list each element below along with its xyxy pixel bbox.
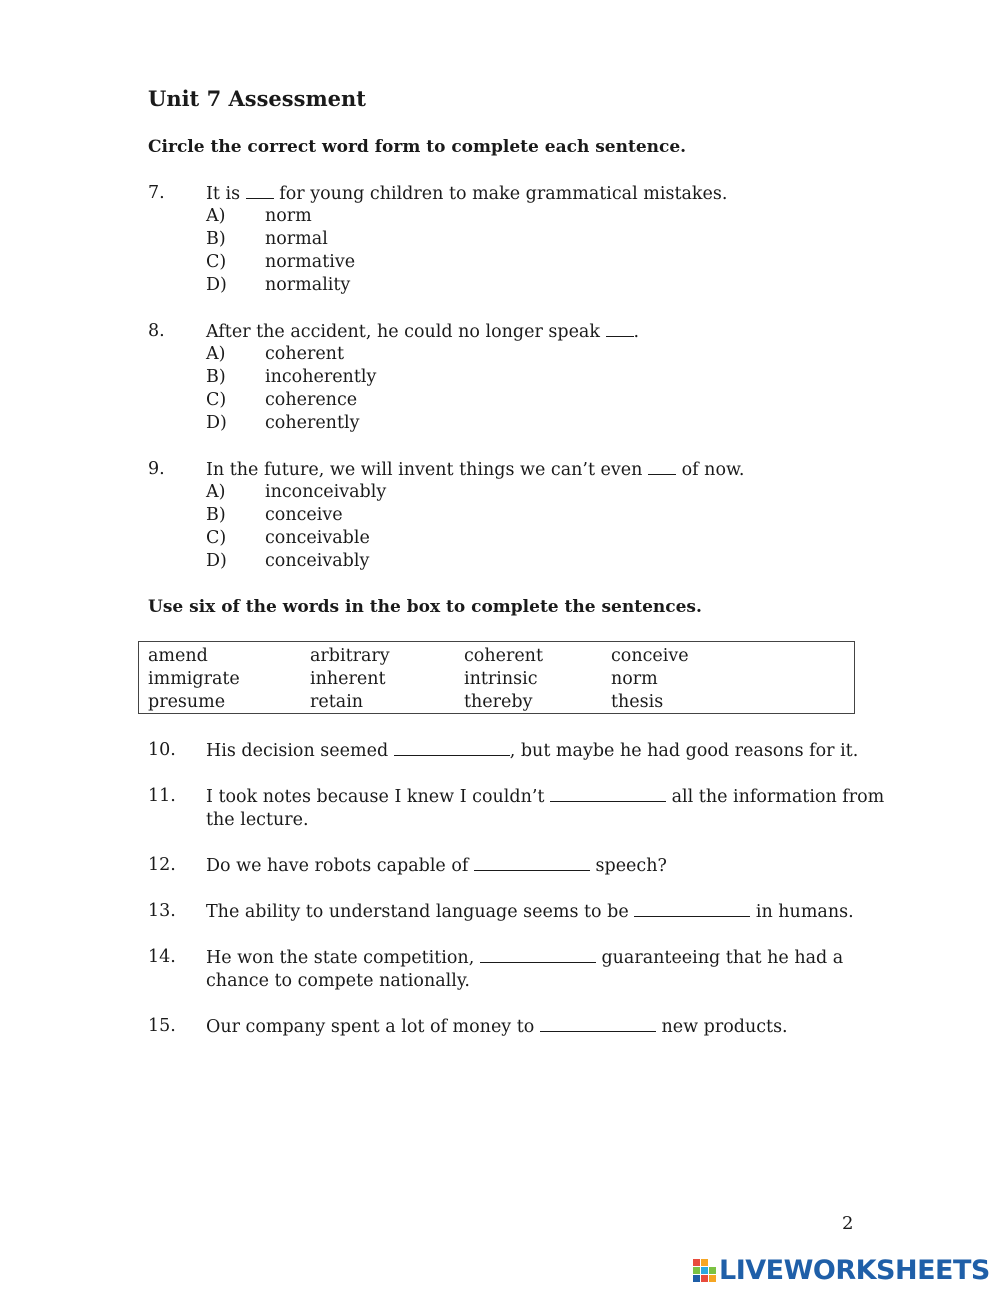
option-word: normal <box>265 229 328 249</box>
stem-after: of now. <box>681 460 745 480</box>
word-box-item: immigrate <box>148 669 240 689</box>
sentence-after: guaranteeing that he had a chance to compete nationally. <box>206 948 844 991</box>
question-number: 7. <box>148 183 165 203</box>
sentence-number: 15. <box>148 1016 176 1036</box>
sentence-number: 14. <box>148 947 176 967</box>
sentence-text <box>206 900 896 924</box>
sentence-number: 12. <box>148 855 176 875</box>
option-letter: A) <box>206 482 226 502</box>
sentence-after: , but maybe he had good reasons for it. <box>509 741 859 761</box>
answer-blank <box>246 182 274 199</box>
sentence-before: Our company spent a lot of money to <box>206 1017 535 1037</box>
word-box-item: conceive <box>611 646 689 666</box>
page-title: Unit 7 Assessment <box>148 86 366 111</box>
word-box-item: presume <box>148 692 226 712</box>
word-box-item: norm <box>611 669 658 689</box>
logo-grid-icon <box>693 1259 715 1281</box>
word-box <box>138 641 855 714</box>
question-number: 8. <box>148 321 165 341</box>
question-stem <box>206 182 727 206</box>
stem-before: After the accident, he could no longer speak <box>206 322 600 342</box>
question-stem <box>206 320 639 344</box>
option-word: coherently <box>265 413 360 433</box>
answer-blank[interactable] <box>480 946 596 963</box>
option-word: conceivable <box>265 528 370 548</box>
sentence-text <box>206 946 896 993</box>
sentence-after: new products. <box>661 1017 788 1037</box>
option-word: norm <box>265 206 312 226</box>
word-box-item: retain <box>310 692 364 712</box>
option-word: inconceivably <box>265 482 387 502</box>
word-box-item: inherent <box>310 669 386 689</box>
sentence-after: all the information from the lecture. <box>206 787 885 830</box>
question-number: 9. <box>148 459 165 479</box>
stem-after: . <box>633 322 640 342</box>
section1-instruction: Circle the correct word form to complete each sentence. <box>148 137 687 157</box>
option-letter: A) <box>206 206 226 226</box>
sentence-number: 10. <box>148 740 176 760</box>
option-letter: A) <box>206 344 226 364</box>
sentence-before: I took notes because I knew I couldn’t <box>206 787 545 807</box>
option-letter: C) <box>206 390 227 410</box>
option-word: incoherently <box>265 367 377 387</box>
page-number: 2 <box>842 1213 854 1234</box>
sentence-text <box>206 739 896 763</box>
option-letter: C) <box>206 252 227 272</box>
answer-blank[interactable] <box>550 785 666 802</box>
option-word: normative <box>265 252 356 272</box>
sentence-before: Do we have robots capable of <box>206 856 469 876</box>
section2-instruction: Use six of the words in the box to complete the sentences. <box>148 597 702 617</box>
sentence-before: His decision seemed <box>206 741 389 761</box>
stem-before: In the future, we will invent things we can’t even <box>206 460 643 480</box>
option-word: normality <box>265 275 351 295</box>
option-letter: B) <box>206 505 226 525</box>
option-letter: B) <box>206 229 226 249</box>
option-letter: D) <box>206 413 227 433</box>
option-letter: C) <box>206 528 227 548</box>
sentence-before: The ability to understand language seems to be <box>206 902 629 922</box>
option-letter: D) <box>206 275 227 295</box>
sentence-number: 11. <box>148 786 176 806</box>
word-box-item: arbitrary <box>310 646 390 666</box>
option-letter: D) <box>206 551 227 571</box>
sentence-after: speech? <box>595 856 667 876</box>
option-word: conceivably <box>265 551 370 571</box>
answer-blank[interactable] <box>394 739 510 756</box>
answer-blank <box>648 458 676 475</box>
word-box-item: amend <box>148 646 208 666</box>
logo-text: LIVEWORKSHEETS <box>719 1254 990 1286</box>
answer-blank[interactable] <box>540 1015 656 1032</box>
answer-blank[interactable] <box>474 854 590 871</box>
question-stem <box>206 458 744 482</box>
sentence-number: 13. <box>148 901 176 921</box>
sentence-text <box>206 785 896 832</box>
option-word: conceive <box>265 505 343 525</box>
option-letter: B) <box>206 367 226 387</box>
word-box-item: coherent <box>464 646 543 666</box>
liveworksheets-logo[interactable] <box>693 1255 990 1285</box>
word-box-item: thesis <box>611 692 664 712</box>
sentence-text <box>206 1015 896 1039</box>
stem-after: for young children to make grammatical mistakes. <box>279 184 728 204</box>
option-word: coherent <box>265 344 344 364</box>
sentence-after: in humans. <box>755 902 854 922</box>
word-box-item: intrinsic <box>464 669 538 689</box>
sentence-text <box>206 854 896 878</box>
answer-blank <box>606 320 634 337</box>
stem-before: It is <box>206 184 241 204</box>
answer-blank[interactable] <box>634 900 750 917</box>
option-word: coherence <box>265 390 358 410</box>
sentence-before: He won the state competition, <box>206 948 475 968</box>
word-box-item: thereby <box>464 692 533 712</box>
